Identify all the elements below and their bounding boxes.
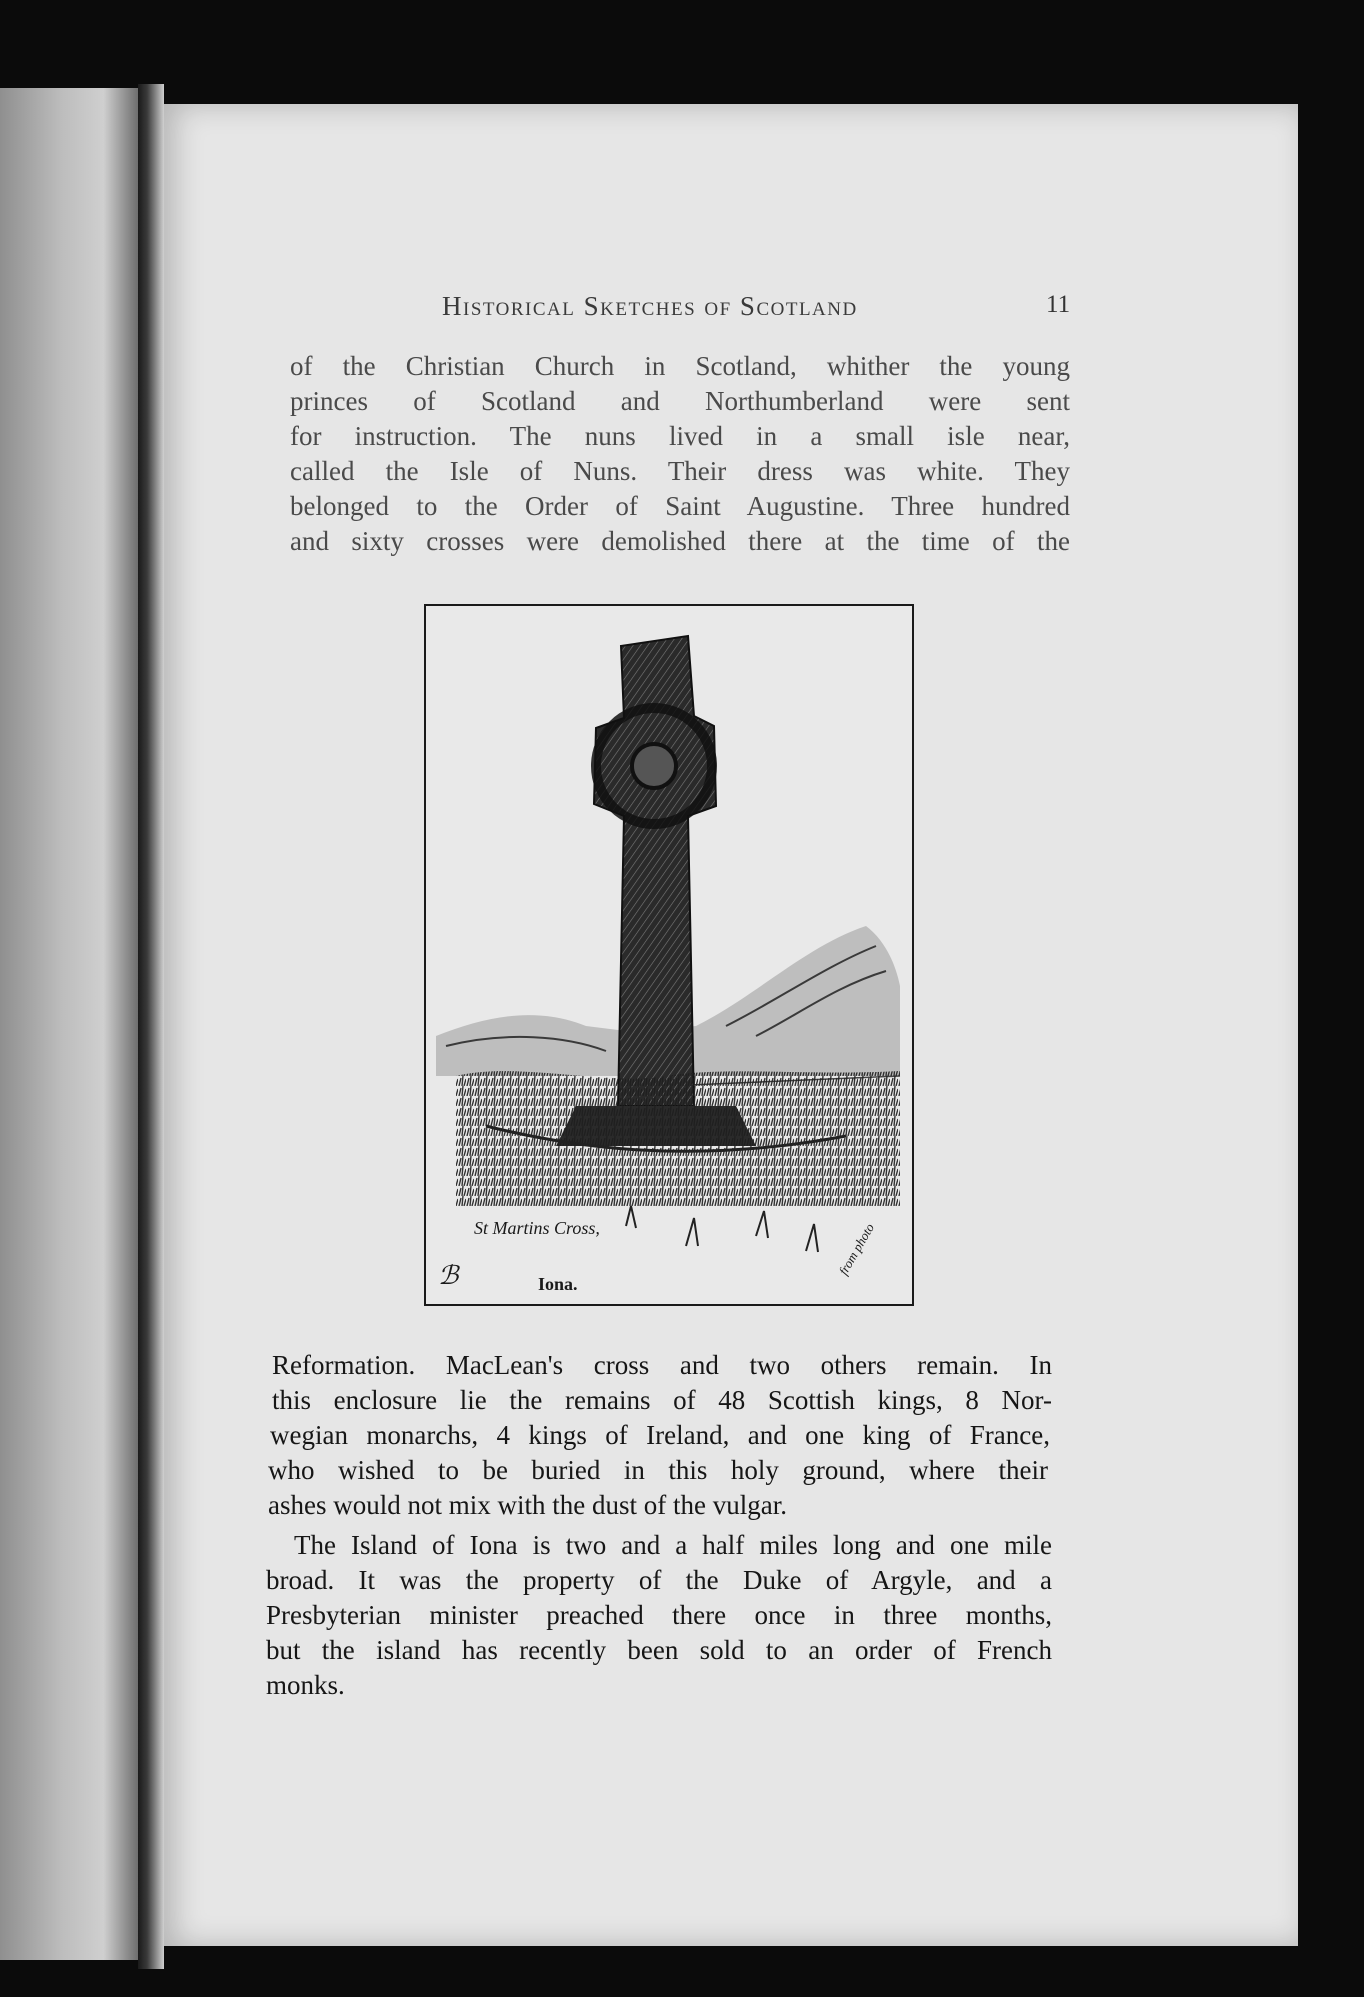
page-number: 11 — [1046, 291, 1071, 318]
text-line: and sixty crosses were demolished there at the time of the — [290, 526, 1070, 556]
text-line: broad. It was the property of the Duke of Argyle, and a — [266, 1565, 1052, 1595]
text-line: belonged to the Order of Saint Augustine. Three hundred — [290, 491, 1070, 521]
text-line: for instruction. The nuns lived in a small isle near, — [290, 421, 1070, 451]
cross-illustration — [424, 604, 914, 1306]
book-spine — [138, 84, 164, 1969]
figure-credit: from photo — [835, 1220, 878, 1278]
text-line: monks. — [266, 1670, 345, 1700]
text-line: Presbyterian minister preached there once in three months, — [266, 1600, 1052, 1630]
text-line: Reformation. MacLean's cross and two others remain. In — [272, 1350, 1052, 1380]
text-line: princes of Scotland and Northumberland were sent — [290, 386, 1070, 416]
artist-monogram: ℬ — [438, 1261, 459, 1290]
text-line: but the island has recently been sold to an order of French — [266, 1635, 1052, 1665]
text-line: The Island of Iona is two and a half miles long and one mile — [294, 1530, 1052, 1560]
figure-caption-line1: St Martins Cross, — [474, 1218, 600, 1238]
text-line: who wished to be buried in this holy ground, where their — [268, 1455, 1048, 1485]
text-line: ashes would not mix with the dust of the vulgar. — [268, 1490, 787, 1520]
engraving-drawing — [426, 606, 912, 1304]
text-line: wegian monarchs, 4 kings of Ireland, and one king of France, — [270, 1420, 1050, 1450]
text-line: called the Isle of Nuns. Their dress was white. They — [290, 456, 1070, 486]
running-head: Historical Sketches of Scotland — [442, 291, 858, 321]
text-line: of the Christian Church in Scotland, whither the young — [290, 351, 1070, 381]
left-page-edge — [0, 88, 138, 1960]
figure-caption-line2: Iona. — [538, 1274, 578, 1294]
text-line: this enclosure lie the remains of 48 Scottish kings, 8 Nor- — [272, 1385, 1052, 1415]
